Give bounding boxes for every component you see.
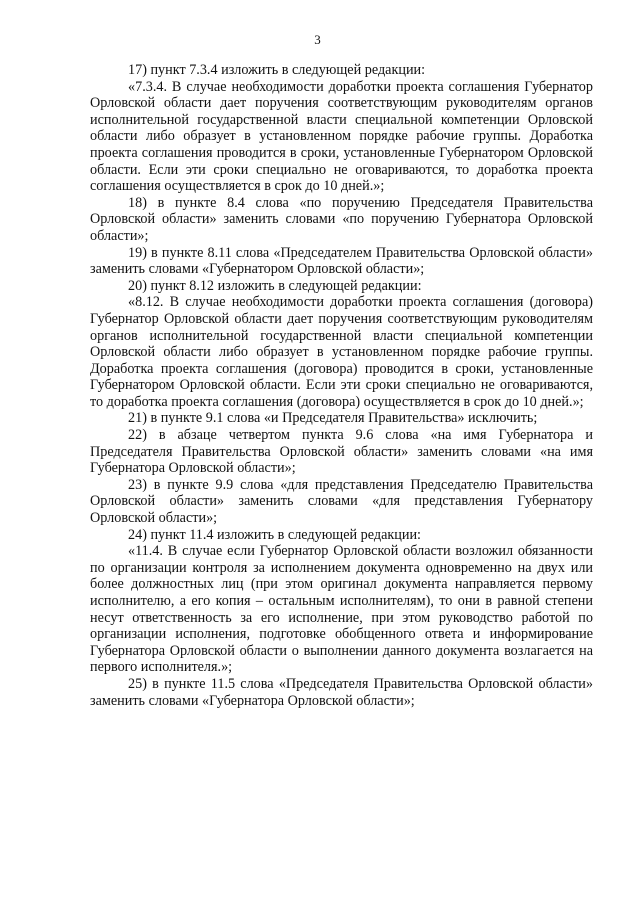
paragraph-quote-7-3-4: «7.3.4. В случае необходимости доработки проекта соглашения Губернатор Орловской области дает поручения соответствующим руководителям органов исполнительной государственной власти специальной компетенции Орловской области либо образует в установленном порядке рабочие группы. Доработка проекта соглашения проводится в сроки, установленные Губернатором Орловской области. Если эти сроки специально не оговариваются, то доработка проекта соглашения осуществляется в срок до 10 дней.»;: [90, 78, 593, 195]
paragraph-item-18: 18) в пункте 8.4 слова «по поручению Председателя Правительства Орловской области» заменить словами «по поручению Губернатора Орловской области»;: [90, 194, 593, 244]
paragraph-quote-11-4: «11.4. В случае если Губернатор Орловской области возложил обязанности по организации контроля за исполнением документа одновременно на двух или более должностных лиц (при этом оригинал документа направляется первому исполнителю, а его копия – остальным исполнителям), то они в равной степени несут ответственность за его исполнение, при этом руководство работой по организации исполнения, подготовке обобщенного ответа и информирование Губернатора Орловской области о выполнении данного документа возлагается на первого исполнителя.»;: [90, 543, 593, 676]
paragraph-item-19: 19) в пункте 8.11 слова «Председателем Правительства Орловской области» заменить словами «Губернатором Орловской области»;: [90, 244, 593, 278]
paragraph-item-20: 20) пункт 8.12 изложить в следующей редакции:: [128, 277, 422, 294]
paragraph-quote-8-12: «8.12. В случае необходимости доработки проекта соглашения (договора) Губернатор Орловской области дает поручения соответствующим руководителям органов исполнительной государственной власти специальной компетенции Орловской области либо образует в установленном порядке рабочие группы. Доработка проекта соглашения (договора) проводится в сроки, установленные Губернатором Орловской области. Если эти сроки специально не оговариваются, то доработка проекта соглашения (договора) осуществляется в срок до 10 дней.»;: [90, 294, 593, 410]
paragraph-item-24: 24) пункт 11.4 изложить в следующей редакции:: [128, 526, 422, 543]
paragraph-item-22: 22) в абзаце четвертом пункта 9.6 слова «на имя Губернатора и Председателя Правительства Орловской области» заменить словами «на имя Губернатора Орловской области»;: [90, 427, 593, 477]
document-body: [90, 62, 593, 709]
page-number: 3: [314, 32, 321, 47]
paragraph-item-25: 25) в пункте 11.5 слова «Председателя Правительства Орловской области» заменить словами «Губернатора Орловской области»;: [90, 675, 593, 709]
paragraph-item-21: 21) в пункте 9.1 слова «и Председателя Правительства» исключить;: [128, 410, 538, 427]
paragraph-item-23: 23) в пункте 9.9 слова «для представления Председателю Правительства Орловской области» заменить словами «для представления Губернатору Орловской области»;: [90, 476, 593, 527]
paragraph-item-17: 17) пункт 7.3.4 изложить в следующей редакции:: [128, 62, 426, 78]
